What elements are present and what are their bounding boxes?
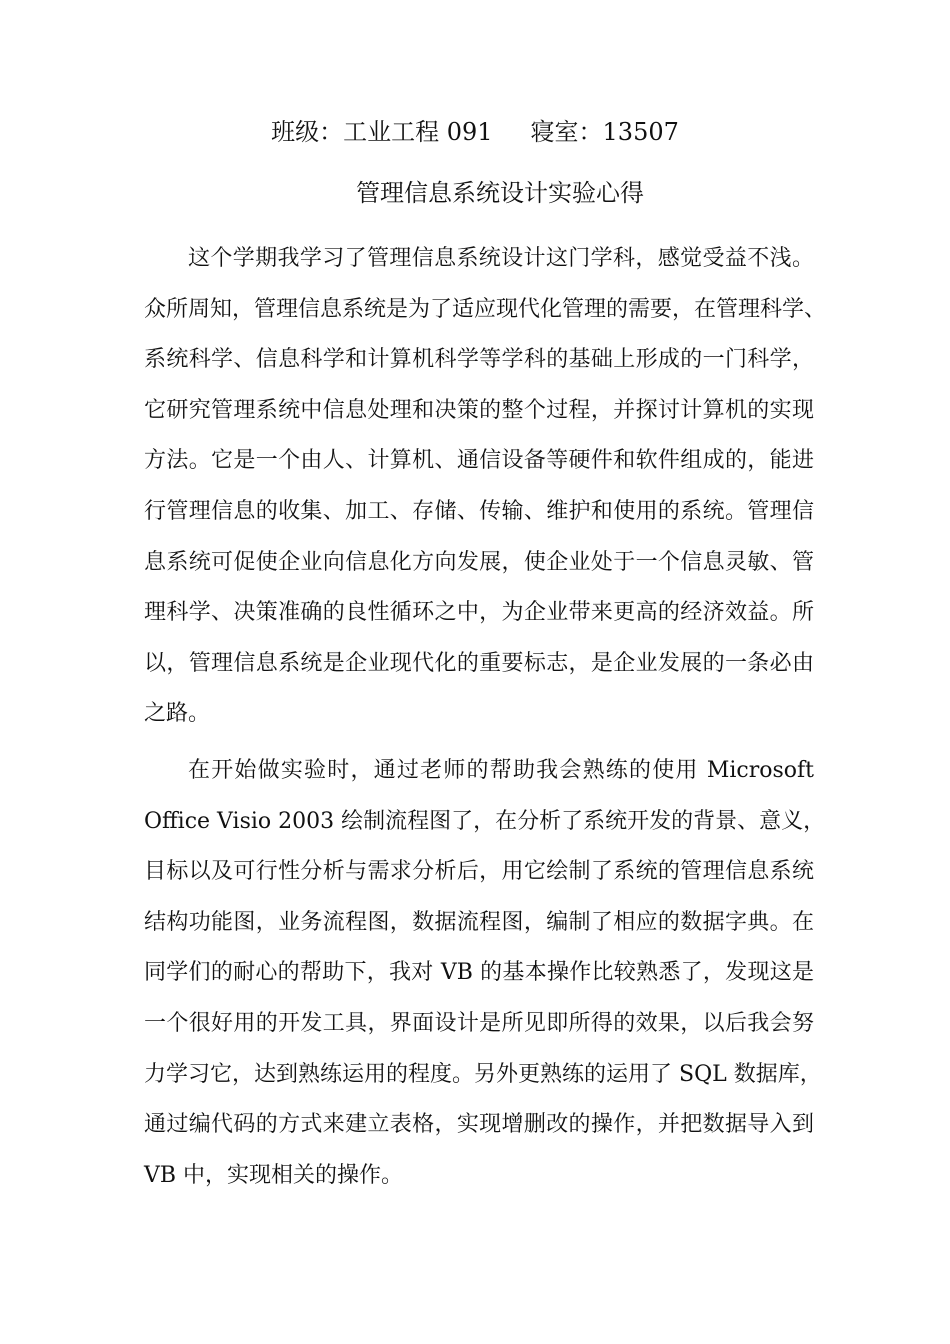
paragraph-line: 以，管理信息系统是企业现代化的重要标志，是企业发展的一条必由 bbox=[144, 650, 814, 676]
paragraph-line: 这个学期我学习了管理信息系统设计这门学科，感觉受益不浅。 bbox=[188, 246, 814, 271]
paragraph-line: 力学习它，达到熟练运用的程度。另外更熟练的运用了 SQL 数据库， bbox=[144, 1061, 822, 1087]
document-title: 管理信息系统设计实验心得 bbox=[356, 179, 644, 207]
paragraph-line: 息系统可促使企业向信息化方向发展，使企业处于一个信息灵敏、管 bbox=[144, 549, 814, 575]
paragraph-line: 行管理信息的收集、加工、存储、传输、维护和使用的系统。管理信 bbox=[144, 498, 814, 524]
paragraph-line: 同学们的耐心的帮助下，我对 VB 的基本操作比较熟悉了，发现这是 bbox=[144, 960, 814, 986]
paragraph-line: Office Visio 2003 绘制流程图了，在分析了系统开发的背景、意义， bbox=[144, 808, 826, 834]
paragraph-line: VB 中，实现相关的操作。 bbox=[144, 1162, 404, 1188]
paragraph-line: 理科学、决策准确的良性循环之中，为企业带来更高的经济效益。所 bbox=[144, 600, 814, 626]
dorm-label: 寝室：13507 bbox=[530, 118, 679, 146]
paragraph-line: 它研究管理系统中信息处理和决策的整个过程，并探讨计算机的实现 bbox=[144, 397, 814, 423]
paragraph-line: 结构功能图，业务流程图，数据流程图，编制了相应的数据字典。在 bbox=[144, 909, 814, 935]
header-line bbox=[0, 114, 950, 150]
paragraph-line: 通过编代码的方式来建立表格，实现增删改的操作，并把数据导入到 bbox=[144, 1112, 814, 1138]
paragraph-line: 一个很好用的开发工具，界面设计是所见即所得的效果，以后我会努 bbox=[144, 1010, 814, 1036]
paragraph-line: 目标以及可行性分析与需求分析后，用它绘制了系统的管理信息系统 bbox=[144, 859, 814, 885]
paragraph-1 bbox=[144, 234, 827, 740]
paragraph-line: 方法。它是一个由人、计算机、通信设备等硬件和软件组成的，能进 bbox=[144, 448, 814, 474]
class-label: 班级：工业工程 091 bbox=[271, 118, 493, 146]
paragraph-line: 之路。 bbox=[144, 701, 211, 727]
paragraph-2 bbox=[144, 746, 826, 1201]
paragraph-line: 众所周知，管理信息系统是为了适应现代化管理的需要，在管理科学、 bbox=[144, 296, 827, 322]
paragraph-line: 系统科学、信息科学和计算机科学等学科的基础上形成的一门科学， bbox=[144, 347, 814, 373]
paragraph-line: 在开始做实验时，通过老师的帮助我会熟练的使用 Microsoft bbox=[188, 758, 814, 783]
